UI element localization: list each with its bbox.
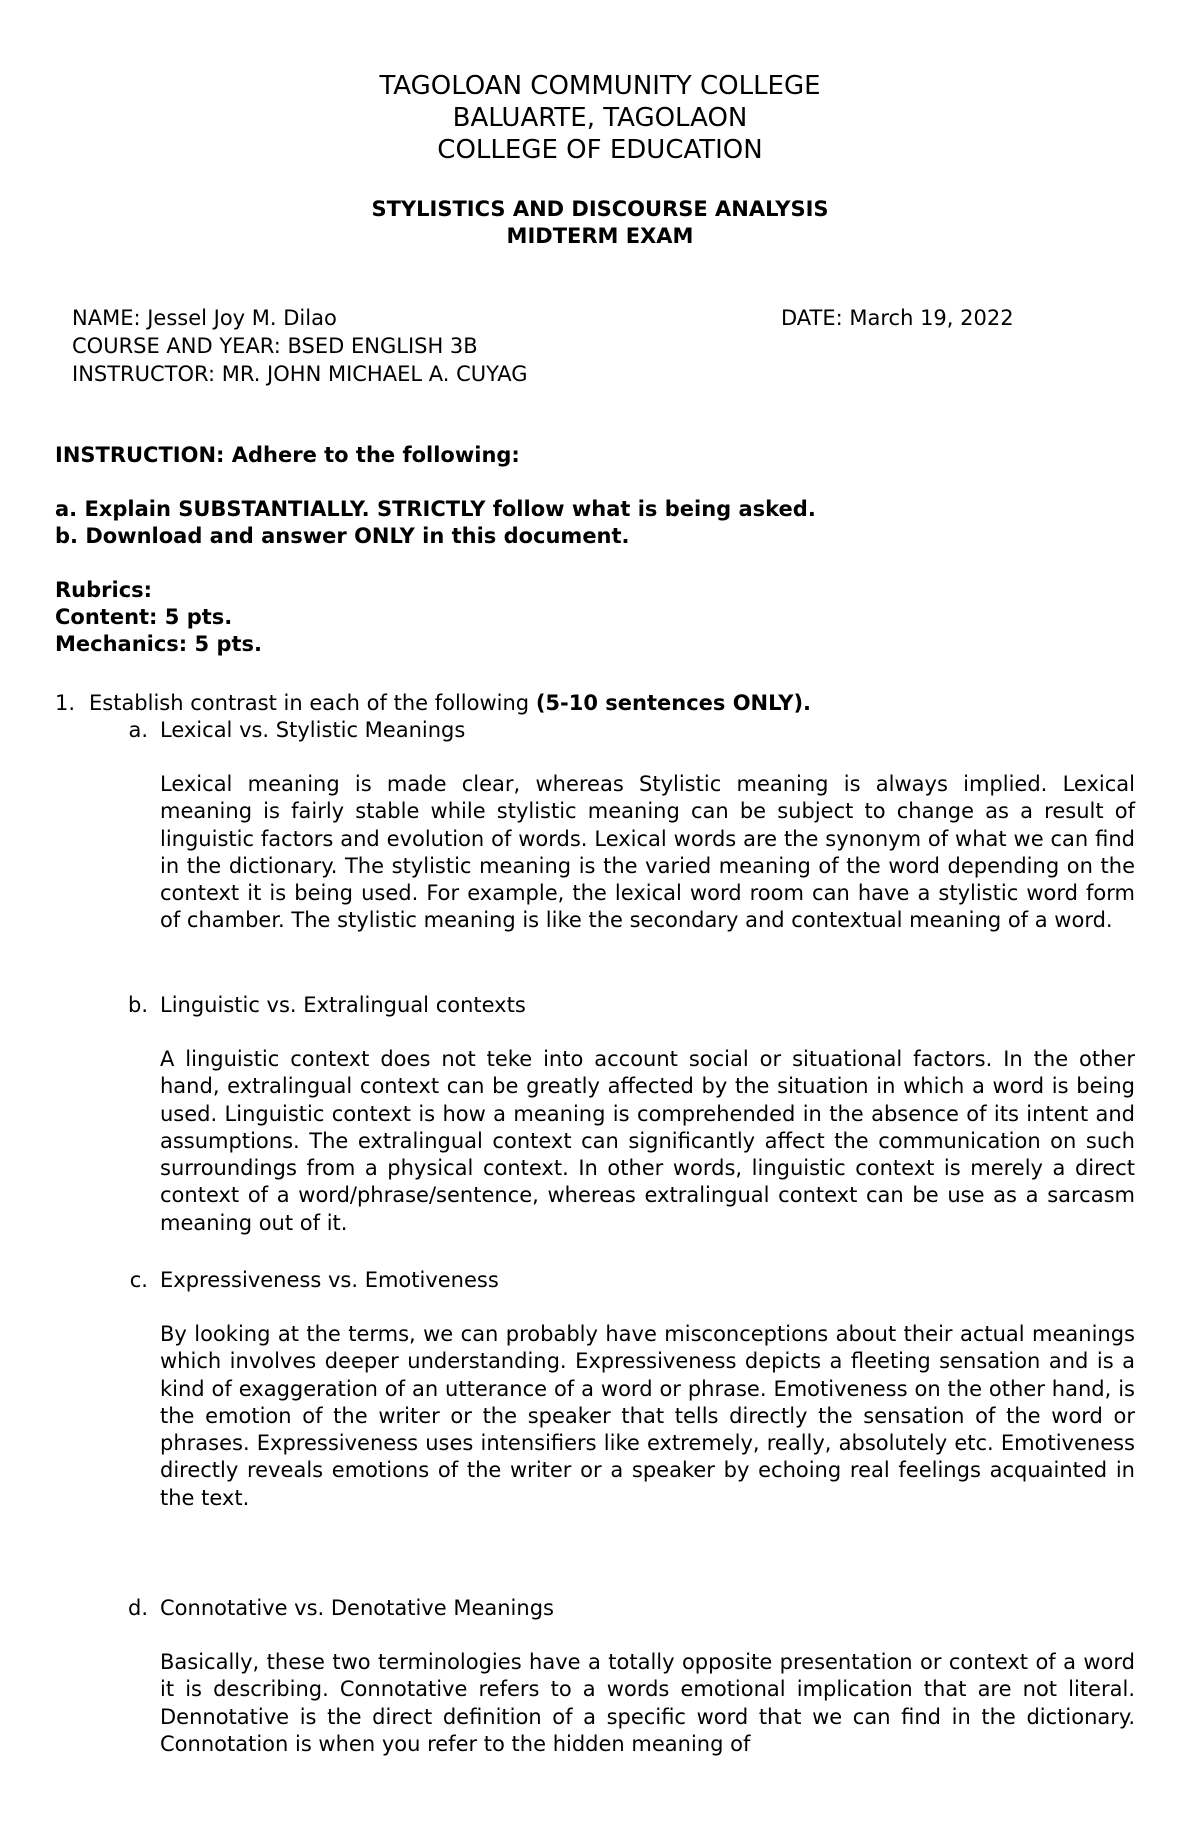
item-answer: A linguistic context does not teke into account social or situational factors. In the other hand, extralingual context can be greatly affected by the situation in which a word is being used. Linguistic context is how a meaning is comprehended in the absence of its intent and assumptions. The extralingual context can significantly affect the communication on such surroundings from a physical context. In other words, linguistic context is merely a direct context of a word/phrase/sentence, whereas extralingual context can be use as a sarcasm meaning out of it. [160, 1047, 1135, 1235]
rubric-mechanics: Mechanics: 5 pts. [55, 632, 262, 656]
exam-title: MIDTERM EXAM [506, 224, 694, 248]
exam-subject: STYLISTICS AND DISCOURSE ANALYSIS [371, 197, 829, 221]
item-answer: By looking at the terms, we can probably have misconceptions about their actual meanings which involves deeper understanding. Expressiveness depicts a fleeting sensation and is a kind of exaggeration of an utterance of a word or phrase. Emotiveness on the other hand, is the emotion of the writer or the speaker that tells directly the sensation of the word or phrases. Expressiveness uses intensifiers like extremely, really, absolutely etc. Emotiveness directly reveals emotions of the writer or a speaker by echoing real feelings acquainted in the text. [160, 1322, 1135, 1510]
item-c [55, 1267, 1135, 1512]
instructions-block [55, 442, 1135, 658]
college-department: COLLEGE OF EDUCATION [437, 135, 763, 165]
item-answer: Lexical meaning is made clear, whereas Stylistic meaning is always implied. Lexical meaning is fairly stable while stylistic meaning can be subject to change as a result of linguistic factors and evolution of words. Lexical words are the synonym of what we can find in the dictionary. The stylistic meaning is the varied meaning of the word depending on the context it is being used. For example, the lexical word room can have a stylistic word form of chamber. The stylistic meaning is like the secondary and contextual meaning of a word. [160, 772, 1135, 933]
rubric-content: Content: 5 pts. [55, 605, 233, 629]
item-title: Expressiveness vs. Emotiveness [160, 1268, 499, 1292]
item-letter: a. [128, 718, 148, 742]
item-letter: b. [127, 993, 148, 1017]
document-header [0, 70, 1200, 166]
question-text: Establish contrast in each of the following (5-10 sentences ONLY). [89, 691, 812, 715]
student-course: COURSE AND YEAR: BSED ENGLISH 3B [72, 334, 478, 358]
question-1 [55, 690, 1135, 717]
item-d [55, 1595, 1135, 1758]
item-title: Linguistic vs. Extralingual contexts [160, 993, 526, 1017]
college-address: BALUARTE, TAGOLAON [452, 103, 748, 133]
instruction-a: a. Explain SUBSTANTIALLY. STRICTLY follow what is being asked. [55, 497, 816, 521]
item-title: Lexical vs. Stylistic Meanings [160, 718, 466, 742]
student-name: NAME: Jessel Joy M. Dilao [72, 306, 337, 330]
question-number: 1. [55, 691, 76, 715]
student-instructor: INSTRUCTOR: MR. JOHN MICHAEL A. CUYAG [72, 362, 528, 386]
exam-header [0, 196, 1200, 250]
instruction-heading: INSTRUCTION: Adhere to the following: [55, 443, 520, 467]
rubrics-heading: Rubrics: [55, 578, 153, 602]
item-letter: c. [129, 1268, 148, 1292]
item-a [55, 717, 1135, 935]
college-name: TAGOLOAN COMMUNITY COLLEGE [379, 71, 821, 101]
item-letter: d. [127, 1596, 148, 1620]
question-constraint: (5-10 sentences ONLY). [535, 691, 812, 715]
item-title: Connotative vs. Denotative Meanings [160, 1596, 554, 1620]
item-b [55, 992, 1135, 1237]
exam-date: DATE: March 19, 2022 [781, 306, 1014, 330]
instruction-b: b. Download and answer ONLY in this document. [55, 524, 630, 548]
item-answer: Basically, these two terminologies have a totally opposite presentation or context of a word it is describing. Connotative refers to a words emotional implication that are not literal. Dennotative is the direct definition of a specific word that we can find in the dictionary. Connotation is when you refer to the hidden meaning of [160, 1650, 1135, 1756]
